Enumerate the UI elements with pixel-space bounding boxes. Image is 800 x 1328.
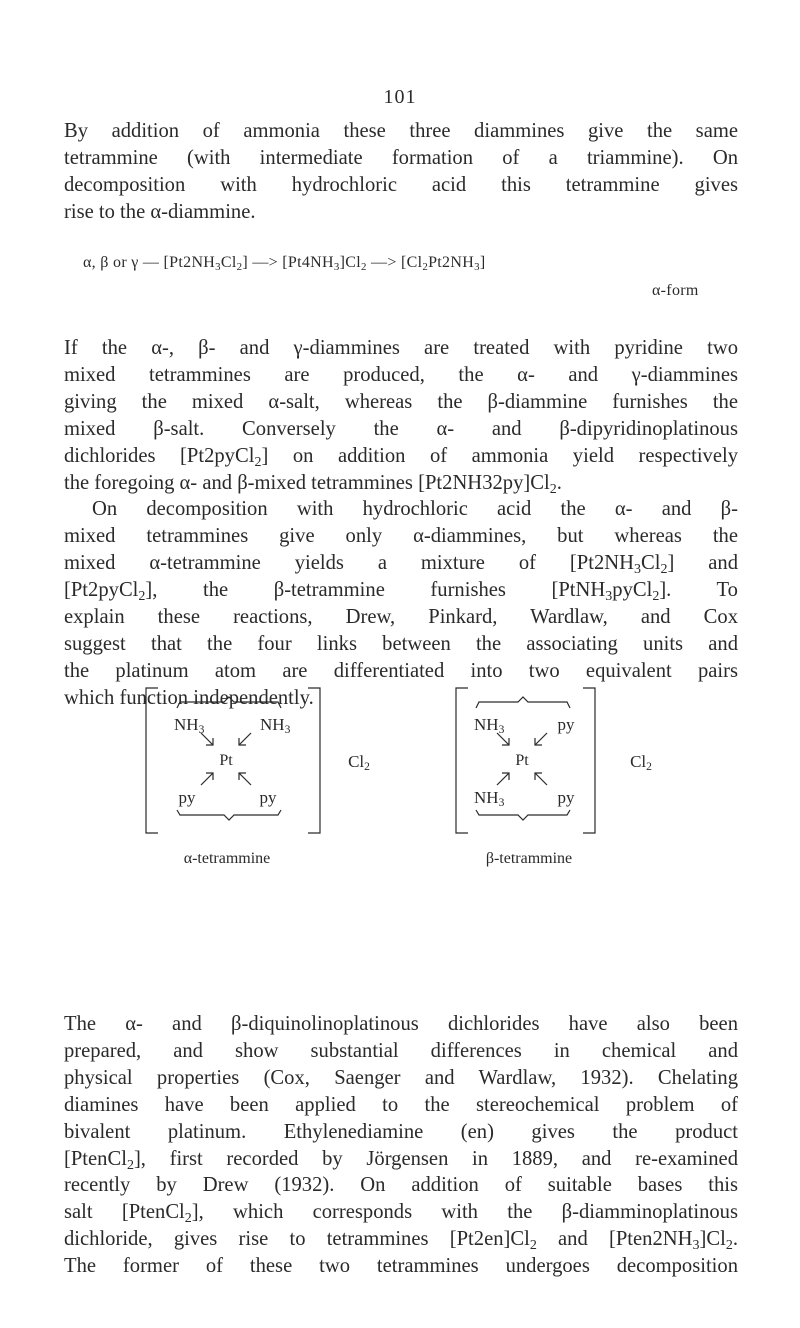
equation-form-label: α-form <box>652 282 699 299</box>
text-line: diamines have been applied to the stereochemical problem of <box>64 1093 738 1116</box>
text-line: dichlorides [Pt2pyCl$_2$] on addition of ammonia yield respectively <box>64 444 739 470</box>
alpha-top-brace <box>177 697 281 708</box>
beta-bottom-right-ligand: py <box>557 788 575 807</box>
equation-compound-2: $[Pt4NH_3]Cl_2$ <box>282 254 367 274</box>
alpha-caption: α-tetrammine <box>183 850 271 867</box>
alpha-metal: Pt <box>219 752 233 769</box>
equation-compound-3: $[Cl_2Pt2NH_3]$ <box>400 254 486 274</box>
alpha-square-bracket <box>146 688 320 833</box>
text-line: The α- and β-diquinolinoplatinous dichlorides have also been <box>64 1013 738 1035</box>
paragraph-diquinolino-chelating <box>64 1011 738 1280</box>
beta-caption: β-tetrammine <box>485 850 573 867</box>
text-line: By addition of ammonia these three diammines give the same <box>64 120 738 142</box>
text-line: the foregoing α- and β-mixed tetrammines $[Pt2NH32py]Cl_2$. <box>64 471 562 497</box>
text-line: suggest that the four links between the associating units and <box>64 632 738 655</box>
text-line: which function independently. <box>64 686 314 709</box>
text-line: rise to the α-diammine. <box>64 200 256 223</box>
page-number: 101 <box>383 86 417 108</box>
text-line: On decomposition with hydrochloric acid the α- and β- <box>92 498 738 521</box>
alpha-bottom-left-ligand: py <box>178 788 196 807</box>
text-line: prepared, and show substantial differences in chemical and <box>64 1039 738 1062</box>
alpha-top-right-ligand: NH3 <box>260 715 291 737</box>
text-line: the platinum atom are differentiated into two equivalent pairs <box>64 659 738 682</box>
text-line: explain these reactions, Drew, Pinkard, Wardlaw, and Cox <box>64 606 738 629</box>
text-line: tetrammine (with intermediate formation of a triammine). On <box>64 146 738 169</box>
text-line: salt [PtenCl$_2$], which corresponds with the β-diamminoplatinous <box>64 1201 738 1227</box>
beta-top-left-ligand: NH3 <box>474 715 505 737</box>
text-line: dichloride, gives rise to tetrammines $[Pt2en]Cl_2$ and $[Pten2NH_3]Cl_2$. <box>64 1228 738 1254</box>
beta-bottom-left-ligand: NH3 <box>474 788 505 810</box>
text-line: The former of these two tetrammines undergoes decomposition <box>64 1255 738 1278</box>
text-line: mixed β-salt. Conversely the α- and β-dipyridinoplatinous <box>64 417 738 440</box>
text-line: [PtenCl$_2$], first recorded by Jörgensen in 1889, and re-examined <box>64 1147 738 1173</box>
equation-reactants: α, β or γ — <box>83 254 160 271</box>
text-line: physical properties (Cox, Saenger and Wardlaw, 1932). Chelating <box>64 1066 738 1089</box>
beta-counter-ion: Cl2 <box>630 752 652 774</box>
text-line: mixed tetrammines are produced, the α- and γ-diammines <box>64 363 738 386</box>
text-line: bivalent platinum. Ethylenediamine (en) gives the product <box>64 1120 738 1143</box>
beta-top-right-ligand: py <box>557 715 575 734</box>
text-line: If the α-, β- and γ-diammines are treated with pyridine two <box>64 337 738 359</box>
text-line: giving the mixed α-salt, whereas the β-diammine furnishes the <box>64 390 738 413</box>
alpha-counter-ion: Cl2 <box>348 752 370 774</box>
alpha-top-left-ligand: NH3 <box>174 715 205 737</box>
alpha-bottom-brace <box>177 810 281 820</box>
equation-arrow-1: —> <box>252 254 278 271</box>
text-line: recently by Drew (1932). On addition of suitable bases this <box>64 1174 738 1197</box>
equation-compound-1: $[Pt2NH_3Cl_2]$ <box>163 254 249 274</box>
alpha-bottom-right-ligand: py <box>259 788 277 807</box>
beta-bottom-brace <box>476 810 570 820</box>
equation-arrow-2: —> <box>371 254 397 271</box>
text-line: decomposition with hydrochloric acid this tetrammine gives <box>64 173 738 196</box>
beta-metal: Pt <box>515 752 529 769</box>
text-line: mixed tetrammines give only α-diammines, but whereas the <box>64 525 738 548</box>
beta-top-brace <box>476 697 570 708</box>
text-line: [Pt2pyCl$_2$], the β-tetrammine furnishes [PtNH$_3$pyCl$_2$]. To <box>64 579 738 605</box>
text-line: mixed α-tetrammine yields a mixture of $[Pt2NH_3Cl_2]$ and <box>64 552 738 578</box>
